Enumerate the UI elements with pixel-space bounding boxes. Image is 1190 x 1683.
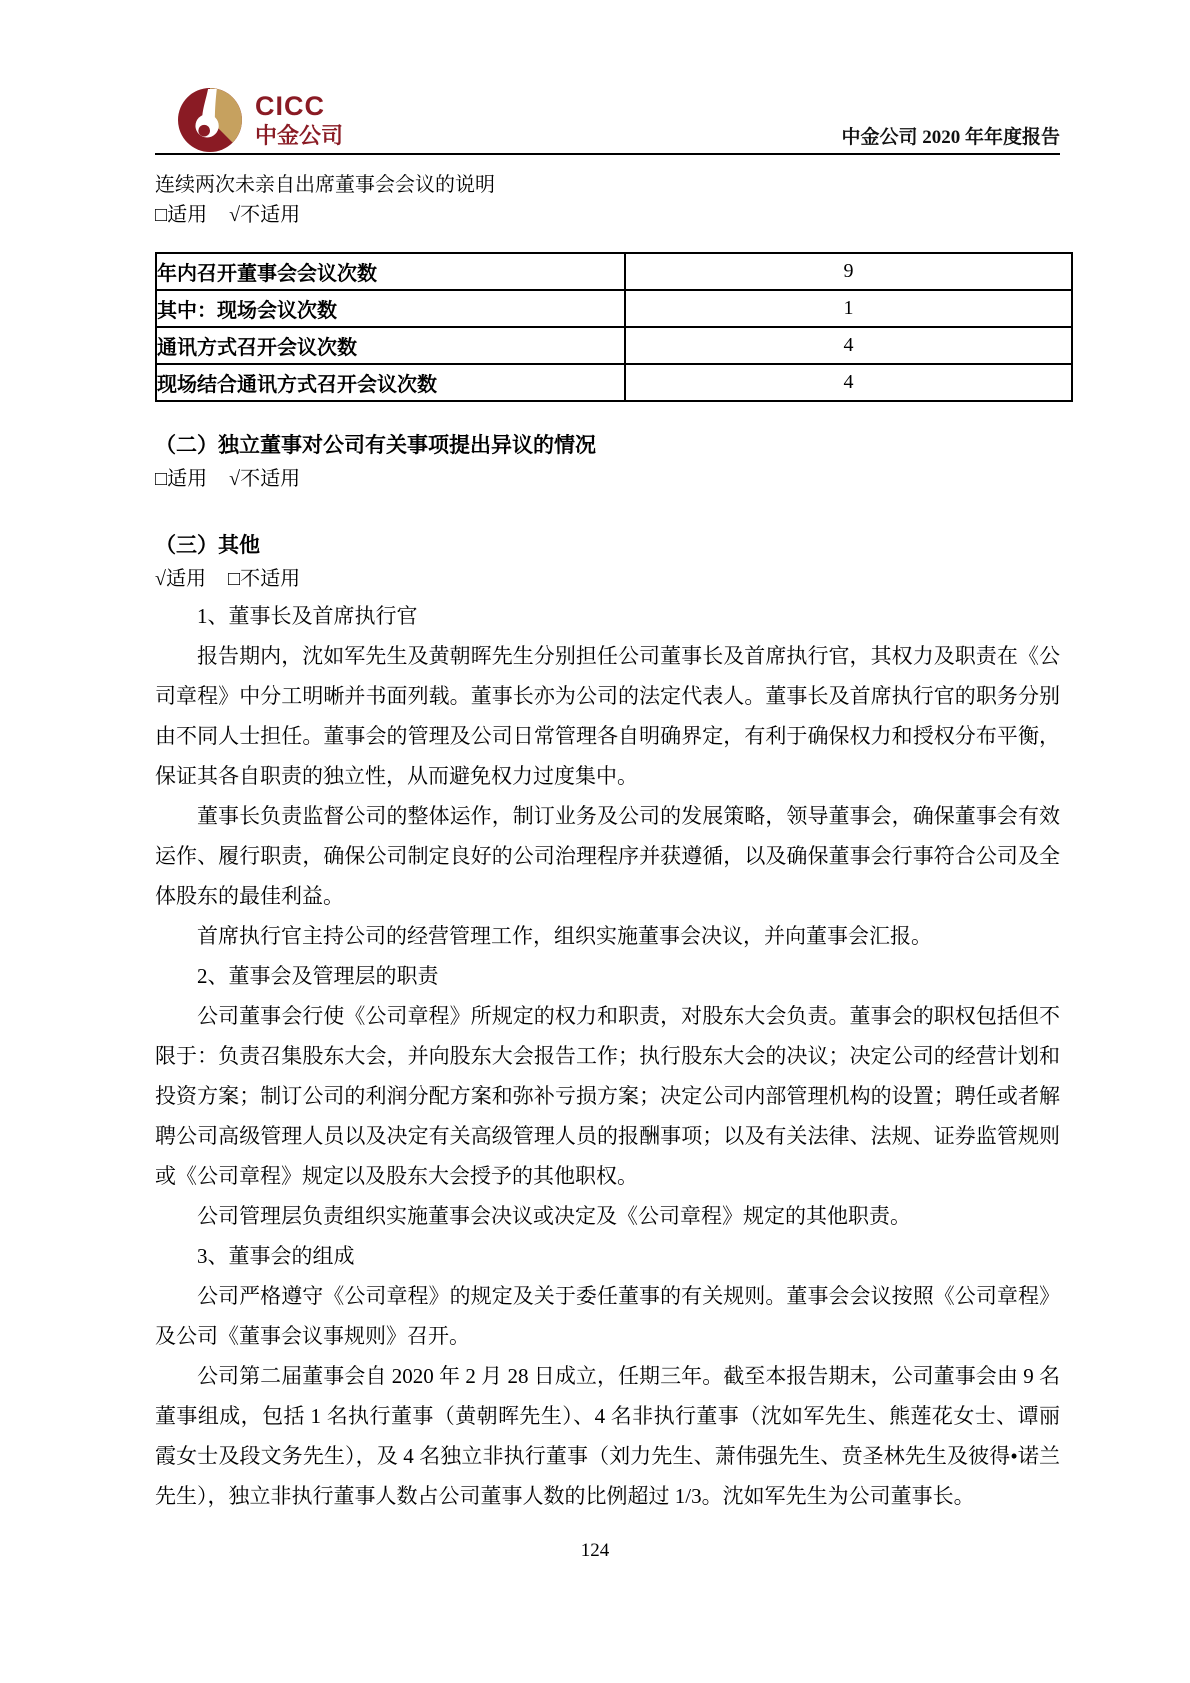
meeting-count-value: 9: [625, 253, 1072, 290]
absence-applicability-line: [155, 200, 1060, 230]
section-3-heading: （三）其他: [155, 534, 260, 557]
not-applicable-checked: √不适用: [229, 204, 301, 226]
cicc-logo-wordmark: [255, 93, 343, 147]
paragraph: 公司第二届董事会自 2020 年 2 月 28 日成立，任期三年。截至本报告期末，公司董事会由 9 名董事组成，包括 1 名执行董事（黄朝晖先生）、4 名非执行董事（沈如军先生、熊莲花女士、谭丽霞女士及段文务先生），及 4 名独立非执行董事（刘力先生、萧伟强先生、贲圣林先生及彼得•诺兰先生），独立非执行董事人数占公司董事人数的比例超过 1/3。沈如军先生为公司董事长。: [155, 1364, 1060, 1508]
section-2-applicability-line: [155, 464, 1060, 494]
meeting-count-value: 4: [625, 327, 1072, 364]
table-row: [156, 364, 1072, 401]
paragraph: 董事长负责监督公司的整体运作，制订业务及公司的发展策略，领导董事会，确保董事会有效运作、履行职责，确保公司制定良好的公司治理程序并获遵循，以及确保董事会行事符合公司及全体股东的最佳利益。: [155, 804, 1060, 908]
page-number: 124: [580, 1540, 610, 1561]
table-row: [156, 253, 1072, 290]
paragraph: 公司董事会行使《公司章程》所规定的权力和职责，对股东大会负责。董事会的职权包括但不限于：负责召集股东大会，并向股东大会报告工作；执行股东大会的决议；决定公司的经营计划和投资方案；制订公司的利润分配方案和弥补亏损方案；决定公司内部管理机构的设置；聘任或者解聘公司高级管理人员以及决定有关高级管理人员的报酬事项；以及有关法律、法规、证券监管规则或《公司章程》规定以及股东大会授予的其他职权。: [155, 1004, 1060, 1188]
cicc-logo-icon: [178, 88, 242, 152]
table-row: [156, 290, 1072, 327]
report-header-title: 中金公司 2020 年年度报告: [841, 127, 1060, 148]
logo-text-en: CICC: [255, 91, 325, 121]
section-3-body: [155, 596, 1060, 1516]
table-row: [156, 327, 1072, 364]
cicc-logo: [178, 88, 343, 152]
not-applicable-unchecked: □不适用: [227, 568, 301, 590]
subsection-3-heading: 3、董事会的组成: [197, 1244, 355, 1268]
meeting-count-value: 1: [625, 290, 1072, 327]
paragraph: 首席执行官主持公司的经营管理工作，组织实施董事会决议，并向董事会汇报。: [197, 924, 932, 948]
paragraph: 报告期内，沈如军先生及黄朝晖先生分别担任公司董事长及首席执行官，其权力及职责在《公司章程》中分工明晰并书面列载。董事长亦为公司的法定代表人。董事长及首席执行官的职务分别由不同人士担任。董事会的管理及公司日常管理各自明确界定，有利于确保权力和授权分布平衡，保证其各自职责的独立性，从而避免权力过度集中。: [155, 644, 1060, 788]
meeting-type-label: 其中：现场会议次数: [156, 290, 625, 327]
header-divider: [155, 153, 1060, 155]
paragraph: 公司严格遵守《公司章程》的规定及关于委任董事的有关规则。董事会会议按照《公司章程》及公司《董事会议事规则》召开。: [155, 1284, 1060, 1348]
section-3-applicability-line: [155, 564, 1060, 594]
paragraph: 公司管理层负责组织实施董事会决议或决定及《公司章程》规定的其他职责。: [197, 1204, 911, 1228]
page-content: [155, 170, 1060, 1516]
meeting-type-label: 现场结合通讯方式召开会议次数: [156, 364, 625, 401]
absence-statement-title: 连续两次未亲自出席董事会会议的说明: [155, 174, 495, 196]
logo-text-zh: 中金公司: [255, 123, 344, 148]
board-meetings-table: [155, 252, 1073, 402]
section-2-heading: （二）独立董事对公司有关事项提出异议的情况: [155, 434, 596, 457]
meeting-count-value: 4: [625, 364, 1072, 401]
subsection-2-heading: 2、董事会及管理层的职责: [197, 964, 439, 988]
not-applicable-checked: √不适用: [229, 468, 301, 490]
subsection-1-heading: 1、董事长及首席执行官: [197, 604, 418, 628]
meeting-type-label: 年内召开董事会会议次数: [156, 253, 625, 290]
applicable-unchecked: □适用: [155, 204, 208, 226]
meeting-type-label: 通讯方式召开会议次数: [156, 327, 625, 364]
applicable-checked: √适用: [155, 568, 206, 590]
applicable-unchecked: □适用: [155, 468, 208, 490]
